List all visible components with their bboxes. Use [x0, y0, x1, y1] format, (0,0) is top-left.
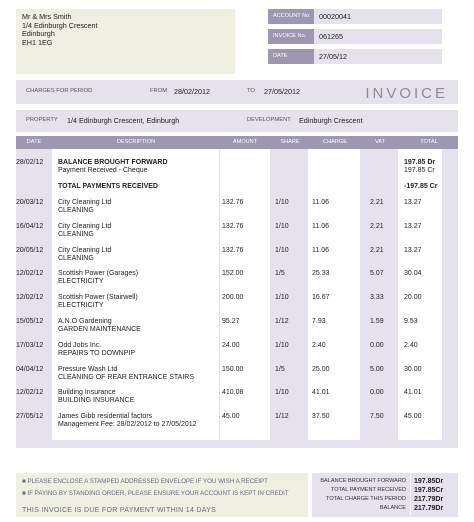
row-service: ELECTRICITY [58, 302, 104, 310]
property-label: PROPERTY [26, 117, 58, 123]
bbf-subtitle: Payment Received - Cheque [58, 167, 148, 174]
row-vat: 3.33 [370, 294, 384, 302]
period-from-label: FROM [150, 88, 168, 94]
row-total: 13.27 [404, 246, 422, 254]
row-charge: 7.93 [312, 318, 326, 325]
row-total: 9.53 [404, 318, 418, 325]
row-date: 15/05/12 [16, 318, 44, 325]
row-date: 16/04/12 [16, 222, 44, 230]
row-amount: 24.00 [222, 341, 240, 349]
row-amount: 132.76 [222, 199, 244, 206]
row-charge: 11.06 [312, 199, 329, 206]
row-supplier: Scottish Power (Garages) [58, 270, 139, 278]
row-share: 1/10 [275, 246, 289, 254]
row-service: GARDEN MAINTENANCE [58, 326, 141, 333]
column-header-total: TOTAL [420, 139, 438, 145]
row-service: CLEANING [58, 230, 94, 238]
row-supplier: A.N.O Gardening [58, 318, 112, 325]
row-charge: 11.06 [312, 222, 329, 230]
standing-order-note-text: IF PAYING BY STANDING ORDER, PLEASE ENSURE YOUR ACCOUNT IS KEPT IN CREDIT [27, 490, 289, 497]
row-service: REPAIRS TO DOWNPIP [58, 349, 136, 357]
row-total: 45.00 [404, 413, 422, 421]
period-to-label: TO [247, 88, 255, 94]
column-header-vat: VAT [374, 139, 386, 145]
row-total: 2.40 [404, 341, 418, 349]
row-amount: 200.00 [222, 294, 244, 302]
period-from-value: 28/02/2012 [174, 87, 210, 96]
summary-balance-value: 217.79Dr [414, 505, 444, 512]
row-date: 17/03/12 [16, 341, 44, 349]
row-total: 13.27 [404, 199, 422, 206]
row-charge: 41.01 [312, 389, 330, 397]
address-line: Edinburgh [22, 29, 55, 38]
row-total: 20.00 [404, 294, 422, 302]
standing-order-note: ■ IF PAYING BY STANDING ORDER, PLEASE ENSURE YOUR ACCOUNT IS KEPT IN CREDIT [22, 490, 289, 497]
row-charge: 2.40 [312, 341, 326, 349]
summary-bbf-label: BALANCE BROUGHT FORWARD [320, 478, 406, 484]
column-header-share: SHARE [280, 139, 300, 145]
row-total: 30.00 [404, 365, 422, 373]
row-vat: 1.59 [370, 318, 384, 325]
row-vat: 0.00 [370, 389, 384, 397]
row-vat: 2.21 [370, 199, 384, 206]
row-charge: 25.33 [312, 270, 330, 278]
row-share: 1/12 [275, 413, 289, 421]
row-supplier: Odd Jobs Inc. [58, 341, 102, 349]
property-value: 1/4 Edinburgh Crescent, Edinburgh [67, 116, 180, 125]
development-value: Edinburgh Crescent [299, 116, 363, 125]
row-share: 1/5 [275, 270, 285, 278]
row-amount: 45.00 [222, 413, 240, 421]
recipient-address [16, 9, 235, 74]
development-label: DEVELOPMENT [247, 117, 291, 123]
row-supplier: City Cleaning Ltd [58, 199, 112, 206]
row-share: 1/10 [275, 294, 289, 302]
account-number-label: ACCOUNT No. [268, 9, 314, 24]
row-share: 1/12 [275, 318, 289, 325]
address-line: Mr & Mrs Smith [22, 12, 72, 21]
payments-total: -197.85 Cr [404, 183, 438, 190]
row-date: 20/03/12 [16, 199, 44, 206]
row-supplier: Building Insurance [58, 389, 116, 397]
summary-bbf-value: 197.85Dr [414, 478, 444, 485]
row-date: 12/02/12 [16, 270, 44, 278]
row-date: 04/04/12 [16, 365, 44, 373]
property-bar [16, 110, 458, 132]
summary-charge-value: 217.79Dr [414, 496, 444, 503]
row-amount: 132.76 [222, 222, 244, 230]
receipt-note: ■ PLEASE ENCLOSE A STAMPED ADDRESSED ENVELOPE IF YOU WISH A RECEIPT [22, 478, 268, 485]
row-amount: 410.08 [222, 389, 244, 397]
row-charge: 16.67 [312, 294, 330, 302]
row-vat: 2.21 [370, 222, 384, 230]
bbf-total-dr: 197.85 Dr [404, 159, 436, 166]
invoice-footer [16, 473, 458, 517]
row-amount: 132.76 [222, 246, 244, 254]
invoice-date-label: DATE [268, 49, 314, 64]
row-share: 1/10 [275, 389, 289, 397]
charges-table [16, 149, 458, 440]
row-date: 20/05/12 [16, 246, 44, 254]
row-charge: 37.50 [312, 413, 330, 421]
row-share: 1/10 [275, 199, 289, 206]
row-service: CLEANING [58, 254, 94, 262]
bbf-date: 28/02/12 [16, 159, 44, 166]
summary-balance-label: BALANCE [379, 505, 406, 511]
row-service: BUILDING INSURANCE [58, 397, 135, 405]
invoice-date-value: 27/05/12 [314, 49, 442, 64]
row-vat: 2.21 [370, 246, 384, 254]
row-date: 12/02/12 [16, 389, 44, 397]
summary-payments-value: 197.85Cr [414, 487, 444, 494]
row-charge: 11.06 [312, 246, 329, 254]
footer-notes [16, 473, 308, 517]
balance-summary [312, 473, 458, 517]
row-total: 30.04 [404, 270, 422, 278]
invoice-date-row [268, 49, 442, 64]
row-service: CLEANING OF REAR ENTRANCE STAIRS [58, 373, 195, 381]
row-service: CLEANING [58, 207, 94, 214]
address-line: 1/4 Edinburgh Crescent [22, 20, 98, 30]
row-vat: 7.50 [370, 413, 384, 421]
row-supplier: James Gibb residential factors [58, 413, 153, 421]
column-header-amount: AMOUNT [232, 139, 258, 145]
row-amount: 95.27 [222, 318, 240, 325]
reference-box [268, 9, 442, 64]
row-share: 1/5 [275, 365, 285, 373]
summary-payments-label: TOTAL PAYMENT RECEIVED [330, 487, 406, 493]
table-header [16, 136, 458, 149]
account-number-row [268, 9, 442, 24]
bbf-title: BALANCE BROUGHT FORWARD [58, 159, 168, 166]
payment-due-note: THIS INVOICE IS DUE FOR PAYMENT WITHIN 14 DAYS [22, 507, 217, 514]
row-service: Management Fee: 28/02/2012 to 27/05/2012 [58, 421, 197, 429]
column-header-date: DATE [26, 139, 42, 145]
row-date: 12/02/12 [16, 294, 44, 302]
row-date: 27/05/12 [16, 413, 44, 421]
row-supplier: Pressure Wash Ltd [58, 365, 118, 373]
payments-title: TOTAL PAYMENTS RECEIVED [58, 183, 158, 190]
invoice-number-label: INVOICE No. [268, 29, 314, 44]
row-vat: 5.07 [370, 270, 384, 278]
charges-period-label: CHARGES FOR PERIOD [26, 88, 93, 94]
column-header-description: DESCRIPTION [116, 139, 156, 145]
charges-period-bar [16, 80, 458, 104]
row-total: 13.27 [404, 222, 422, 230]
summary-divider [410, 475, 411, 515]
row-amount: 150.00 [222, 365, 244, 373]
row-vat: 0.00 [370, 341, 384, 349]
account-number-value: 00020041 [314, 9, 442, 24]
address-line: EH1 1EG [22, 37, 53, 47]
row-share: 1/10 [275, 341, 289, 349]
summary-charge-label: TOTAL CHARGE THIS PERIOD [326, 496, 406, 502]
invoice-number-row [268, 29, 442, 44]
row-service: ELECTRICITY [58, 278, 104, 286]
period-to-value: 27/05/2012 [264, 87, 300, 96]
row-total: 41.01 [404, 389, 422, 397]
row-amount: 152.00 [222, 270, 244, 278]
row-supplier: Scottish Power (Stairwell) [58, 294, 138, 302]
row-share: 1/10 [275, 222, 289, 230]
row-charge: 25.00 [312, 365, 330, 373]
row-supplier: City Cleaning Ltd [58, 222, 112, 230]
row-supplier: City Cleaning Ltd [58, 246, 112, 254]
invoice-number-value: 061265 [314, 29, 442, 44]
invoice-title: INVOICE [365, 85, 448, 102]
row-vat: 5.00 [370, 365, 384, 373]
receipt-note-text: PLEASE ENCLOSE A STAMPED ADDRESSED ENVELOPE IF YOU WISH A RECEIPT [27, 478, 268, 485]
bbf-total-cr: 197.85 Cr [404, 167, 435, 174]
table-bottom-band [16, 440, 458, 448]
column-header-charge: CHARGE [323, 139, 347, 145]
